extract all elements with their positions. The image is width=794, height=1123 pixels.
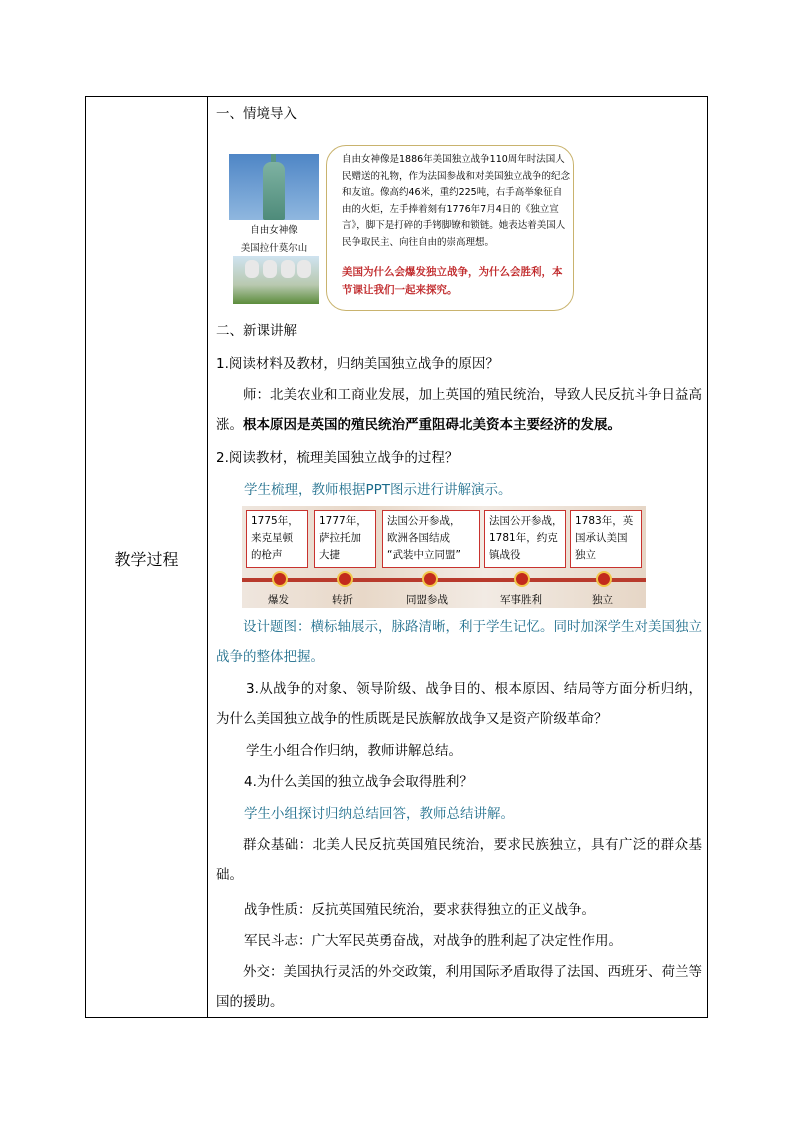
section-new-lesson-heading: 二、新课讲解 <box>216 323 297 339</box>
timeline-stage-label: 爆发 <box>268 594 289 606</box>
question-2: 2.阅读教材，梳理美国独立战争的过程？ <box>216 450 459 466</box>
timeline-stage-label: 军事胜利 <box>500 594 542 606</box>
timeline-dot <box>422 571 438 587</box>
statue-caption: 自由女神像 <box>250 225 298 236</box>
design-note: 设计题图：横标轴展示，脉路清晰，利于学生记忆。同时加深学生对美国独立战争的整体把握。 <box>216 619 702 665</box>
question-2-note: 学生梳理，教师根据PPT图示进行讲解演示。 <box>244 482 512 498</box>
question-4-note: 学生小组探讨归纳总结回答，教师总结讲解。 <box>244 806 514 822</box>
question-3-note: 学生小组合作归纳，教师讲解总结。 <box>246 743 462 759</box>
reason-nature: 战争性质：反抗英国殖民统治，要求获得独立的正义战争。 <box>244 902 595 918</box>
reason-morale: 军民斗志：广大军民英勇奋战，对战争的胜利起了决定性作用。 <box>244 933 622 949</box>
timeline-dot <box>596 571 612 587</box>
question-3: 3.从战争的对象、领导阶级、战争目的、根本原因、结局等方面分析归纳，为什么美国独立战争的性质既是民族解放战争又是资产阶级革命？ <box>216 681 702 727</box>
answer-1-root-cause: 根本原因是英国的殖民统治严重阻碍北美资本主要经济的发展。 <box>243 417 621 433</box>
statue-of-liberty-image <box>229 154 319 220</box>
section-intro-heading: 一、情境导入 <box>216 106 297 122</box>
timeline-event-3: 法国公开参战， 欧洲各国结成 “武装中立同盟” <box>382 510 480 568</box>
intro-bubble-question: 美国为什么会爆发独立战争，为什么会胜利，本节课让我们一起来探究。 <box>342 266 563 296</box>
timeline-dot <box>337 571 353 587</box>
rushmore-caption: 美国拉什莫尔山 <box>240 243 308 254</box>
timeline-stage-label: 同盟参战 <box>406 594 448 606</box>
intro-bubble-text: 自由女神像是1886年美国独立战争110周年时法国人民赠送的礼物，作为法国参战和对美国独立战争的纪念和友谊。像高约46米，重约225吨，右手高举象征自由的火炬，左手捧着刻有1776年7月4日的《独立宣言》，脚下是打碎的手铐脚镣和锁链。她表达着美国人民争取民主、向往自由的崇高理想。 <box>342 154 571 248</box>
timeline-stage-label: 转折 <box>332 594 353 606</box>
timeline-event-5: 1783年，英 国承认美国 独立 <box>570 510 642 568</box>
intro-speech-bubble <box>326 145 574 311</box>
intro-figure <box>229 148 579 308</box>
answer-1-causes: 师：北美农业和工商业发展，加上英国的殖民统治，导致人民反抗斗争日益高涨。 <box>216 387 702 433</box>
reason-diplomacy: 外交：美国执行灵活的外交政策，利用国际矛盾取得了法国、西班牙、荷兰等国的援助。 <box>216 964 702 1010</box>
independence-war-timeline <box>242 506 646 608</box>
reason-masses: 群众基础：北美人民反抗英国殖民统治，要求民族独立，具有广泛的群众基础。 <box>216 837 702 883</box>
timeline-stage-label: 独立 <box>592 594 613 606</box>
timeline-event-4: 法国公开参战， 1781年，约克 镇战役 <box>484 510 566 568</box>
timeline-dot <box>272 571 288 587</box>
timeline-event-2: 1777年， 萨拉托加 大捷 <box>314 510 376 568</box>
timeline-axis <box>242 578 646 582</box>
timeline-dot <box>514 571 530 587</box>
mount-rushmore-image <box>233 256 319 304</box>
left-column <box>86 97 208 1017</box>
question-1: 1.阅读材料及教材，归纳美国独立战争的原因？ <box>216 356 499 372</box>
teaching-process-label: 教学过程 <box>114 550 179 569</box>
answer-1 <box>216 380 702 440</box>
question-4: 4.为什么美国的独立战争会取得胜利？ <box>244 774 473 790</box>
timeline-event-1: 1775年， 来克星顿 的枪声 <box>246 510 308 568</box>
